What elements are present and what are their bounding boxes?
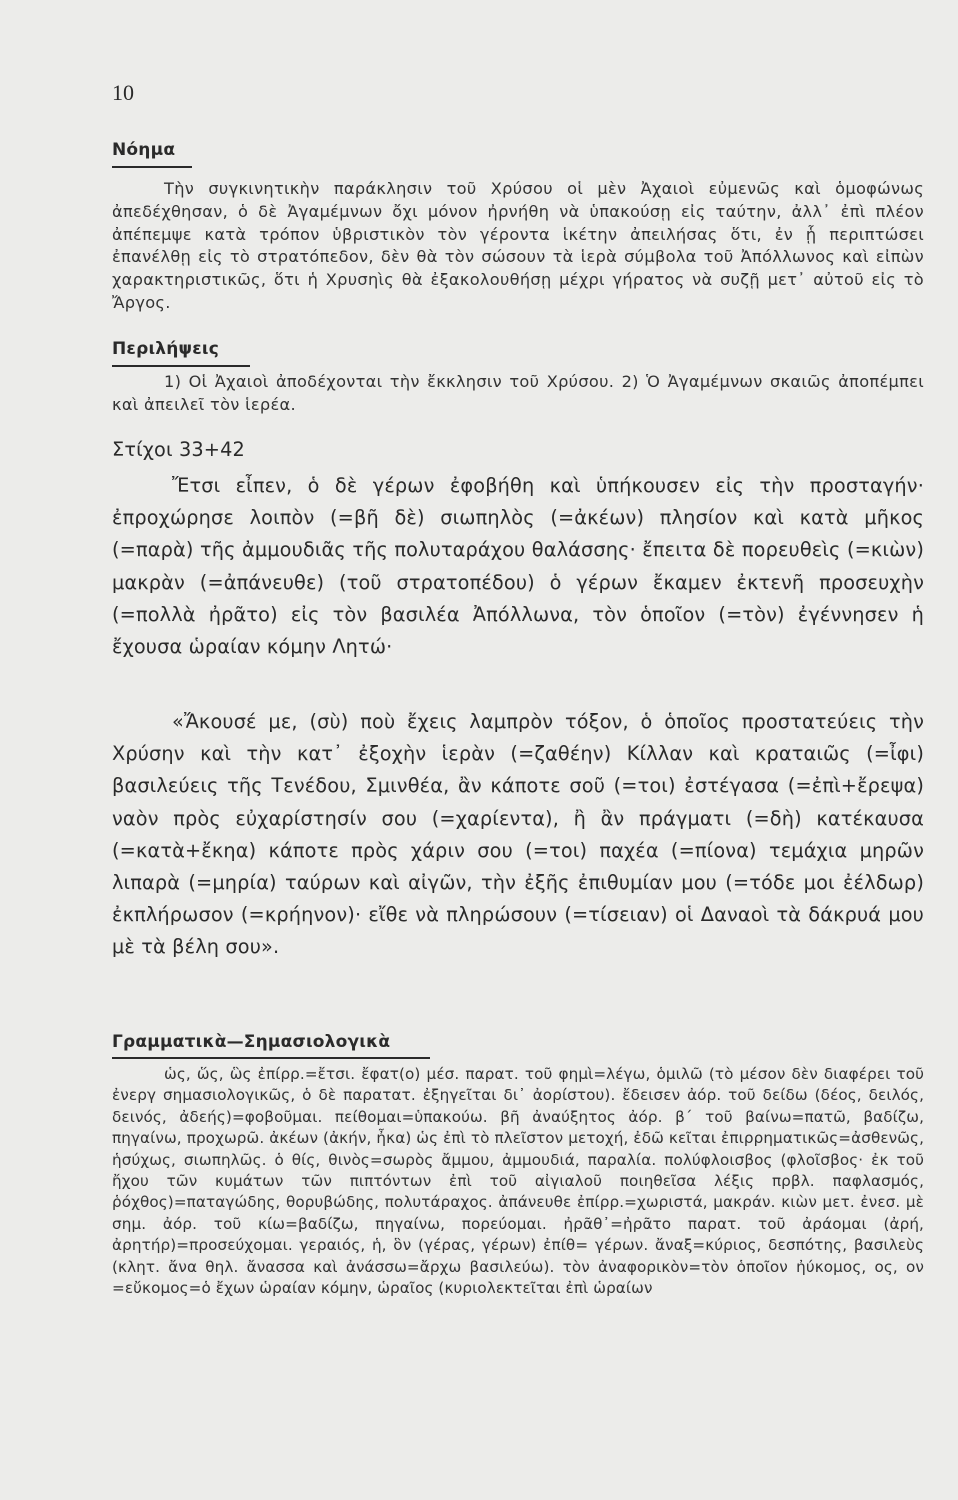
verses-paragraph-1 — [112, 470, 924, 663]
perilipseis-paragraph — [112, 371, 924, 417]
perilipseis-text: 1) Οἱ Ἀχαιοὶ ἀποδέχονται τὴν ἔκκλησιν τοῦ Χρύσου. 2) Ὁ Ἀγαμέμνων σκαιῶς ἀποπέμπει καὶ ἀπειλεῖ τὸν ἱερέα. — [112, 372, 924, 414]
heading-underline — [112, 166, 192, 168]
noima-paragraph — [112, 178, 924, 315]
grammatika-paragraph — [112, 1064, 924, 1299]
verses-heading: Στίχοι 33+42 — [112, 438, 245, 461]
page-number: 10 — [112, 80, 134, 105]
verses-text-1: Ἔτσι εἶπεν, ὁ δὲ γέρων ἐφοβήθη καὶ ὑπήκουσεν εἰς τὴν προσταγήν· ἐπροχώρησε λοιπὸν (=βῆ δὲ) σιωπηλὸς (=ἀκέων) πλησίον καὶ κατὰ μῆκος (=παρὰ) τῆς ἀμμουδιᾶς τῆς πολυταράχου θαλάσσης· ἔπειτα δὲ πορευθεὶς (=κιὼν) μακρὰν (=ἀπάνευθε) (τοῦ στρατοπέδου) ὁ γέρων ἔκαμεν ἐκτενῆ προσευχὴν (=πολλὰ ἠρᾶτο) εἰς τὸν βασιλέα Ἀπόλλωνα, τὸν ὁποῖον (=τὸν) ἐγέννησεν ἡ ἔχουσα ὡραίαν κόμην Λητώ· — [112, 474, 924, 659]
heading-underline — [112, 365, 250, 367]
grammatika-text: ὡς, ὥς, ὣς ἐπίρρ.=ἔτσι. ἔφατ(ο) μέσ. παρατ. τοῦ φημὶ=λέγω, ὁμιλῶ (τὸ μέσον δὲν διαφέρει τοῦ ἐνεργ σημασιολογικῶς, ὁ δὲ παρατατ. ἐξηγεῖται δι᾽ ἀορίστου). ἔδεισεν ἀόρ. τοῦ δείδω (δέος, δειλός, δεινός, ἀδεής)=φοβοῦμαι. πείθομαι=ὑπακούω. βῆ ἀναύξητος ἀόρ. β΄ τοῦ βαίνω=πατῶ, βαδίζω, πηγαίνω, προχωρῶ. ἀκέων (ἀκήν, ἦκα) ὡς ἐπὶ τὸ πλεῖστον μετοχή, ἐδῶ κεῖται ἐπιρρηματικῶς=ἀσθενῶς, ἡσύχως, σιωπηλῶς. ὁ θίς, θινὸς=σωρὸς ἄμμου, ἀμμουδιά, παραλία. πολύφλοισβος (φλοῖσβος· ἐκ τοῦ ἤχου τῶν κυμάτων τῶν πιπτόντων ἐπὶ τοῦ αἰγιαλοῦ ποιηθεῖσα λέξις πρβλ. παφλασμός, ῥόχθος)=παταγώδης, θορυβώδης, πολυτάραχος. ἀπάνευθε ἐπίρρ.=χωριστά, μακράν. κιὼν μετ. ἐνεσ. μὲ σημ. ἀόρ. τοῦ κίω=βαδίζω, πηγαίνω, πορεύομαι. ἠρᾶθ᾽=ἠρᾶτο παρατ. τοῦ ἀράομαι (ἀρή, ἀρητήρ)=προσεύχομαι. γεραιός, ἡ, ὃν (γέρας, γέρων) ἐπίθ= γέρων. ἄναξ=κύριος, δεσπότης, βασιλεὺς (κλητ. ἄνα θηλ. ἄνασσα καὶ ἀνάσσω=ἄρχω βασιλεύω). τὸν ἀναφορικὸν=τὸν ὁποῖον ἠύκομος, ος, ον =εὔκομος=ὁ ἔχων ὡραίαν κόμην, ὡραῖος (κυριολεκτεῖται ἐπὶ ὡραίων — [112, 1065, 924, 1298]
section-heading-noima: Νόημα — [112, 140, 176, 160]
section-heading-perilipseis: Περιλήψεις — [112, 339, 220, 359]
verses-text-2: «Ἄκουσέ με, (σὺ) ποὺ ἔχεις λαμπρὸν τόξον, ὁ ὁποῖος προστατεύεις τὴν Χρύσην καὶ τὴν κατ᾽ ἐξοχὴν ἱερὰν (=ζαθέην) Κίλλαν καὶ κραταιῶς (=ἶφι) βασιλεύεις τῆς Τενέδου, Σμινθέα, ἂν κάποτε σοῦ (=τοι) ἐστέγασα (=ἐπὶ+ἔρεψα) ναὸν πρὸς εὐχαρίστησίν σου (=χαρίεντα), ἢ ἂν πράγματι (=δὴ) κατέκαυσα (=κατὰ+ἔκηα) κάποτε πρὸς χάριν σου (=τοι) παχέα (=πίονα) τεμάχια μηρῶν λιπαρὰ (=μηρία) ταύρων καὶ αἰγῶν, τὴν ἐξῆς ἐπιθυμίαν μου (=τόδε μοι ἐέλδωρ) ἐκπλήρωσον (=κρήηνον)· εἴθε νὰ πληρώσουν (=τίσειαν) οἱ Δαναοὶ τὰ δάκρυά μου μὲ τὰ βέλη σου». — [112, 710, 924, 959]
heading-underline — [112, 1057, 430, 1059]
noima-text: Τὴν συγκινητικὴν παράκλησιν τοῦ Χρύσου οἱ μὲν Ἀχαιοὶ εὐμενῶς καὶ ὁμοφώνως ἀπεδέχθησαν, ὁ δὲ Ἀγαμέμνων ὄχι μόνον ἠρνήθη νὰ ὑπακούσῃ εἰς ταύτην, ἀλλ᾽ ἐπὶ πλέον ἀπέπεμψε κατὰ τρόπον ὑβριστικὸν τὸν γέροντα ἱκέτην ἀπειλήσας ὅτι, ἐν ᾗ περιπτώσει ἐπανέλθῃ εἰς τὸ στρατόπεδον, δὲν θὰ τὸν σώσουν τὰ ἱερὰ σύμβολα τοῦ Ἀπόλλωνος καὶ εἰπὼν χαρακτηριστικῶς, ὅτι ἡ Χρυσηὶς θὰ ἐξακολουθήσῃ μέχρι γήρατος νὰ συζῇ μετ᾽ αὐτοῦ εἰς τὸ Ἄργος. — [112, 179, 924, 312]
section-heading-grammatika: Γραμματικὰ—Σημασιολογικὰ — [112, 1032, 391, 1052]
verses-paragraph-2 — [112, 706, 924, 964]
